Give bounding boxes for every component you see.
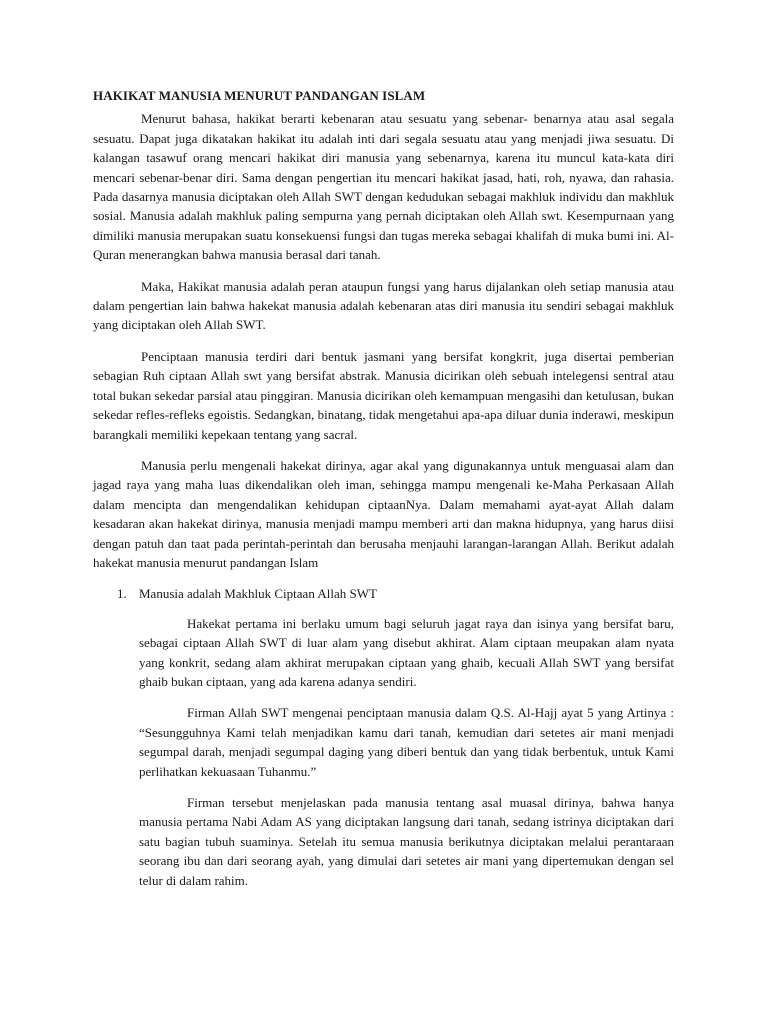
list-item-paragraph: Hakekat pertama ini berlaku umum bagi seluruh jagat raya dan isinya yang bersifat baru, sebagai ciptaan Allah SWT di luar alam yang disebut akhirat. Alam ciptaan meupakan alam nyata yang konkrit, sedang alam akhirat merupakan ciptaan yang ghaib, kecuali Allah SWT yang bersifat ghaib bukan ciptaan, yang ada karena adanya sendiri. bbox=[139, 615, 674, 689]
document-title: HAKIKAT MANUSIA MENURUT PANDANGAN ISLAM bbox=[93, 88, 426, 103]
numbered-list bbox=[93, 584, 674, 890]
list-item-heading bbox=[93, 584, 674, 603]
paragraph-self-knowledge: Manusia perlu mengenali hakekat dirinya, agar akal yang digunakannya untuk menguasai alam dan jagad raya yang maha luas dikendalikan oleh iman, sehingga mampu mengenali ke-Maha Perkasaan Allah dalam mencipta dan mengendalikan kehidupan ciptaanNya. Dalam memahami ayat-ayat Allah dalam kesadaran akan hakekat dirinya, manusia menjadi mampu memberi arti dan makna hidupnya, yang harus diisi dengan patuh dan taat pada perintah-perintah dan berusaha menjauhi larangan-larangan Allah. Berikut adalah hakekat manusia menurut pandangan Islam bbox=[93, 457, 674, 570]
list-item-title: Manusia adalah Makhluk Ciptaan Allah SWT bbox=[139, 586, 377, 602]
list-item-paragraph: Firman Allah SWT mengenai penciptaan manusia dalam Q.S. Al-Hajj ayat 5 yang Artinya : “Sesungguhnya Kami telah menjadikan kamu dari tanah, kemudian dari setetes air mani menjadi segumpal darah, menjadi segumpal daging yang diberi bentuk dan yang tidak berbentuk, untuk Kami perlihatkan kekuasaan Tuhanmu.” bbox=[139, 705, 674, 779]
list-item-paragraph: Firman tersebut menjelaskan pada manusia tentang asal muasal dirinya, bahwa hanya manusia pertama Nabi Adam AS yang diciptakan langsung dari tanah, sedang istrinya diciptakan dari satu bagian tubuh suaminya. Setelah itu semua manusia berikutnya diciptakan melalui perantaraan seorang ibu dan dari seorang ayah, yang dimulai dari setetes air mani yang dipertemukan dengan sel telur di dalam rahim. bbox=[139, 795, 674, 888]
paragraph-essence: Maka, Hakikat manusia adalah peran ataupun fungsi yang harus dijalankan oleh setiap manusia atau dalam pengertian lain bahwa hakekat manusia adalah kebenaran atas diri manusia itu sendiri sebagai makhluk yang diciptakan oleh Allah SWT. bbox=[93, 278, 674, 333]
document-body bbox=[93, 86, 674, 902]
paragraph-definition: Menurut bahasa, hakikat berarti kebenaran atau sesuatu yang sebenar- benarnya atau asal segala sesuatu. Dapat juga dikatakan hakikat itu adalah inti dari segala sesuatu atau yang menjadi jiwa sesuatu. Di kalangan tasawuf orang mencari hakikat diri manusia yang sebenarnya, karena itu muncul kata-kata diri mencari sebenar-benar diri. Sama dengan pengertian itu mencari hakikat jasad, hati, roh, nyawa, dan rahasia. Pada dasarnya manusia diciptakan oleh Allah SWT dengan kedudukan sebagai makhluk individu dan makhluk sosial. Manusia adalah makhluk paling sempurna yang pernah diciptakan oleh Allah swt. Kesempurnaan yang dimiliki manusia merupakan suatu konsekuensi fungsi dan tugas mereka sebagai khalifah di muka bumi ini. Al-Quran menerangkan bahwa manusia berasal dari tanah. bbox=[93, 111, 674, 263]
list-item-number: 1. bbox=[117, 586, 127, 602]
paragraph-creation: Penciptaan manusia terdiri dari bentuk jasmani yang bersifat kongkrit, juga disertai pemberian sebagian Ruh ciptaan Allah swt yang bersifat abstrak. Manusia dicirikan oleh sebuah intelegensi sentral atau total bukan sekedar parsial atau pinggiran. Manusia dicirikan oleh kemampuan mengasihi dan ketulusan, bukan sekedar refles-refleks egoistis. Sedangkan, binatang, tidak mengetahui apa-apa diluar dunia inderawi, meskipun barangkali memiliki kepekaan tentang yang sacral. bbox=[93, 348, 674, 442]
